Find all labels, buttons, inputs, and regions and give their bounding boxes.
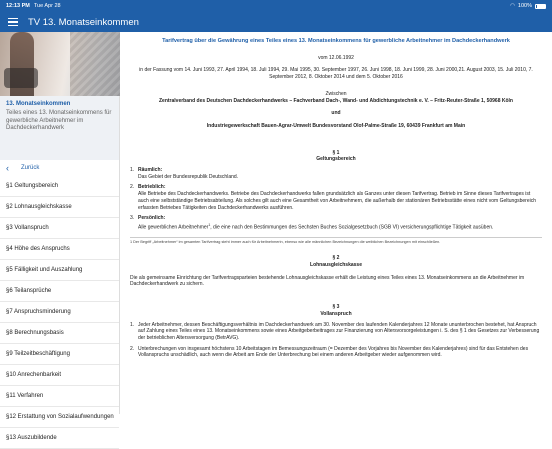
sidebar-item-berechnungsbasis[interactable]: §8 Berechnungsbasis (0, 323, 119, 344)
app-title: TV 13. Monatseinkommen (28, 16, 139, 28)
section-3-number: § 3 (332, 304, 340, 311)
between-label: Zwischen (325, 90, 347, 97)
wifi-icon: ◠ (510, 3, 515, 9)
document-date: vom 12.06.1992 (318, 54, 354, 61)
sidebar-item-lohnausgleichskasse[interactable]: §2 Lohnausgleichskasse (0, 197, 119, 218)
footnote: 1 Der Begriff „Arbeitnehmer“ im gesamten Tarifvertrag steht immer auch für Arbeitnehmerin, ebenso wie alle männlichen Bezeichnungen die weiblichen Bezeichnungen mit einschließen. (130, 240, 441, 245)
book-info (0, 96, 119, 160)
book-title: 13. Monatseinkommen (6, 101, 71, 107)
section-2-number: § 2 (332, 255, 340, 262)
version-line: in der Fassung vom 14. Juni 1993, 27. April 1994, 18. Juli 1994, 29. Mai 1995, 30. September 1997, 26. Juni 1998, 18. Juni 1999, 28. Juni 2000,21. August 2003, 15. Juli 2010, 7. September 2012, 8. Oktober 2014 und dem 5. Oktober 2016 (139, 67, 533, 81)
sidebar-item-teilzeit[interactable]: §9 Teilzeitbeschäftigung (0, 344, 119, 365)
back-button[interactable] (0, 160, 119, 176)
party-two: Industriegewerkschaft Bauen-Agrar-Umwelt Bundesvorstand Olof-Palme-Straße 19, 60439 Frankfurt am Main (206, 122, 466, 129)
status-time: 12:13 PM (6, 3, 30, 9)
section-1-number: § 1 (332, 149, 340, 156)
document-view[interactable] (120, 32, 552, 414)
party-one: Zentralverband des Deutschen Dachdeckerhandwerks – Fachverband Dach-, Wand- und Abdichtungstechnik e. V. – Fritz-Reuter-Straße 1, 50968 Köln (159, 97, 513, 104)
sidebar-item-vollanspruch[interactable]: §3 Vollanspruch (0, 218, 119, 239)
section-1-heading: Geltungsbereich (316, 156, 356, 163)
sidebar-item-hoehe[interactable]: §4 Höhe des Anspruchs (0, 239, 119, 260)
and-label: und (331, 110, 341, 117)
sidebar-item-faelligkeit[interactable]: §5 Fälligkeit und Auszahlung (0, 260, 119, 281)
book-subtitle: Teiles eines 13. Monatseinkommens für gewerbliche Arbeitnehmer im Dachdeckerhandwerk (6, 110, 112, 131)
menu-icon[interactable] (8, 18, 18, 26)
section-1-item-3: 3. Persönlich: Alle gewerblichen Arbeitnehmer$^1$, die eine nach den Bestimmungen des Sechsten Buches Sozialgesetzbuch (SGB VI) versicherungspflichtige Tätigkeit ausüben. (130, 215, 494, 231)
section-2-heading: Lohnausgleichskasse (310, 262, 362, 269)
cover-image (0, 32, 120, 96)
section-1-item-2: 2. Betrieblich: Alle Betriebe des Dachdeckerhandwerks. Betriebe des Dachdeckerhandwerks fallen grundsätzlich als Ganzes unter diesen Tarifvertrag. Betrieb im Sinne dieses Tarifvertrages ist auch eine selbstständige Betriebsabteilung. Als solches gilt auch eine Gesamtheit von Arbeitnehmern, die außerhalb der stationären Betriebsstätte eines nicht vom Geltungsbereich erfassten Betriebes Tätigkeiten des Dachdeckerhandwerks ausführen. (130, 184, 537, 211)
back-label: Zurück (21, 165, 40, 171)
footnote-ref[interactable]: 1 (208, 222, 211, 227)
status-bar (0, 0, 552, 12)
section-3-item-2: 2. Unterbrechungen von insgesamt höchstens 10 Arbeitstagen im Bemessungszeitraum (= Dezember des Vorjahres bis November des Kalenderjahres) sind für das Entstehen des Vollanspruchs unschädlich, auch wenn die Arbeit am Ende der Unterbrechung bei einem anderen Arbeitgeber wieder aufgenommen wird. (130, 345, 529, 359)
sidebar-item-teilansprueche[interactable]: §6 Teilansprüche (0, 281, 119, 302)
sidebar-item-verfahren[interactable]: §11 Verfahren (0, 386, 119, 407)
section-2-body: Die als gemeinsame Einrichtung der Tarifvertragsparteien bestehende Lohnausgleichskasse erhält die Leistung eines Teiles eines 13. Monatseinkommens an die Arbeitnehmer im Dachdeckerhandwerk zu sichern. (130, 274, 525, 288)
status-date: Tue Apr 28 (33, 3, 61, 9)
section-3-heading: Vollanspruch (320, 310, 352, 317)
sidebar (0, 32, 120, 441)
document-title: Tarifvertrag über die Gewährung eines Teiles eines 13. Monatseinkommens für gewerbliche Arbeitnehmer im Dachdeckerhandwerk (162, 38, 510, 44)
sidebar-item-erstattung[interactable]: §12 Erstattung von Sozialaufwendungen (0, 407, 119, 428)
battery-percent: 100% (517, 3, 532, 9)
sidebar-item-auszubildende[interactable]: §13 Auszubildende (0, 428, 119, 449)
sidebar-item-geltungsbereich[interactable]: §1 Geltungsbereich (0, 176, 119, 197)
sidebar-item-anrechenbarkeit[interactable]: §10 Anrechenbarkeit (0, 365, 119, 386)
app-bar (0, 12, 552, 32)
section-3-item-1: 1. Jeder Arbeitnehmer, dessen Beschäftigungsverhältnis im Dachdeckerhandwerk am 30. November des laufenden Kalenderjahres 12 Monate ununterbrochen bestehet, hat Anspruch auf Zahlung eines Teiles eines 13. Monatseinkommens sowie eines Arbeitgeberbeitrages zur Finanzierung von Altersvorsorgeleistungen i. S. des § 1 des Gesetzes zur Verbesserung der betrieblichen Altersversorgung (BetrAVG). (130, 321, 540, 341)
chevron-left-icon: ‹ (6, 163, 9, 173)
section-1-item-1: 1. Räumlich: Das Gebiet der Bundesrepublik Deutschland. (130, 167, 239, 180)
battery-icon (535, 4, 546, 9)
sidebar-item-anspruchsminderung[interactable]: §7 Anspruchsminderung (0, 302, 119, 323)
